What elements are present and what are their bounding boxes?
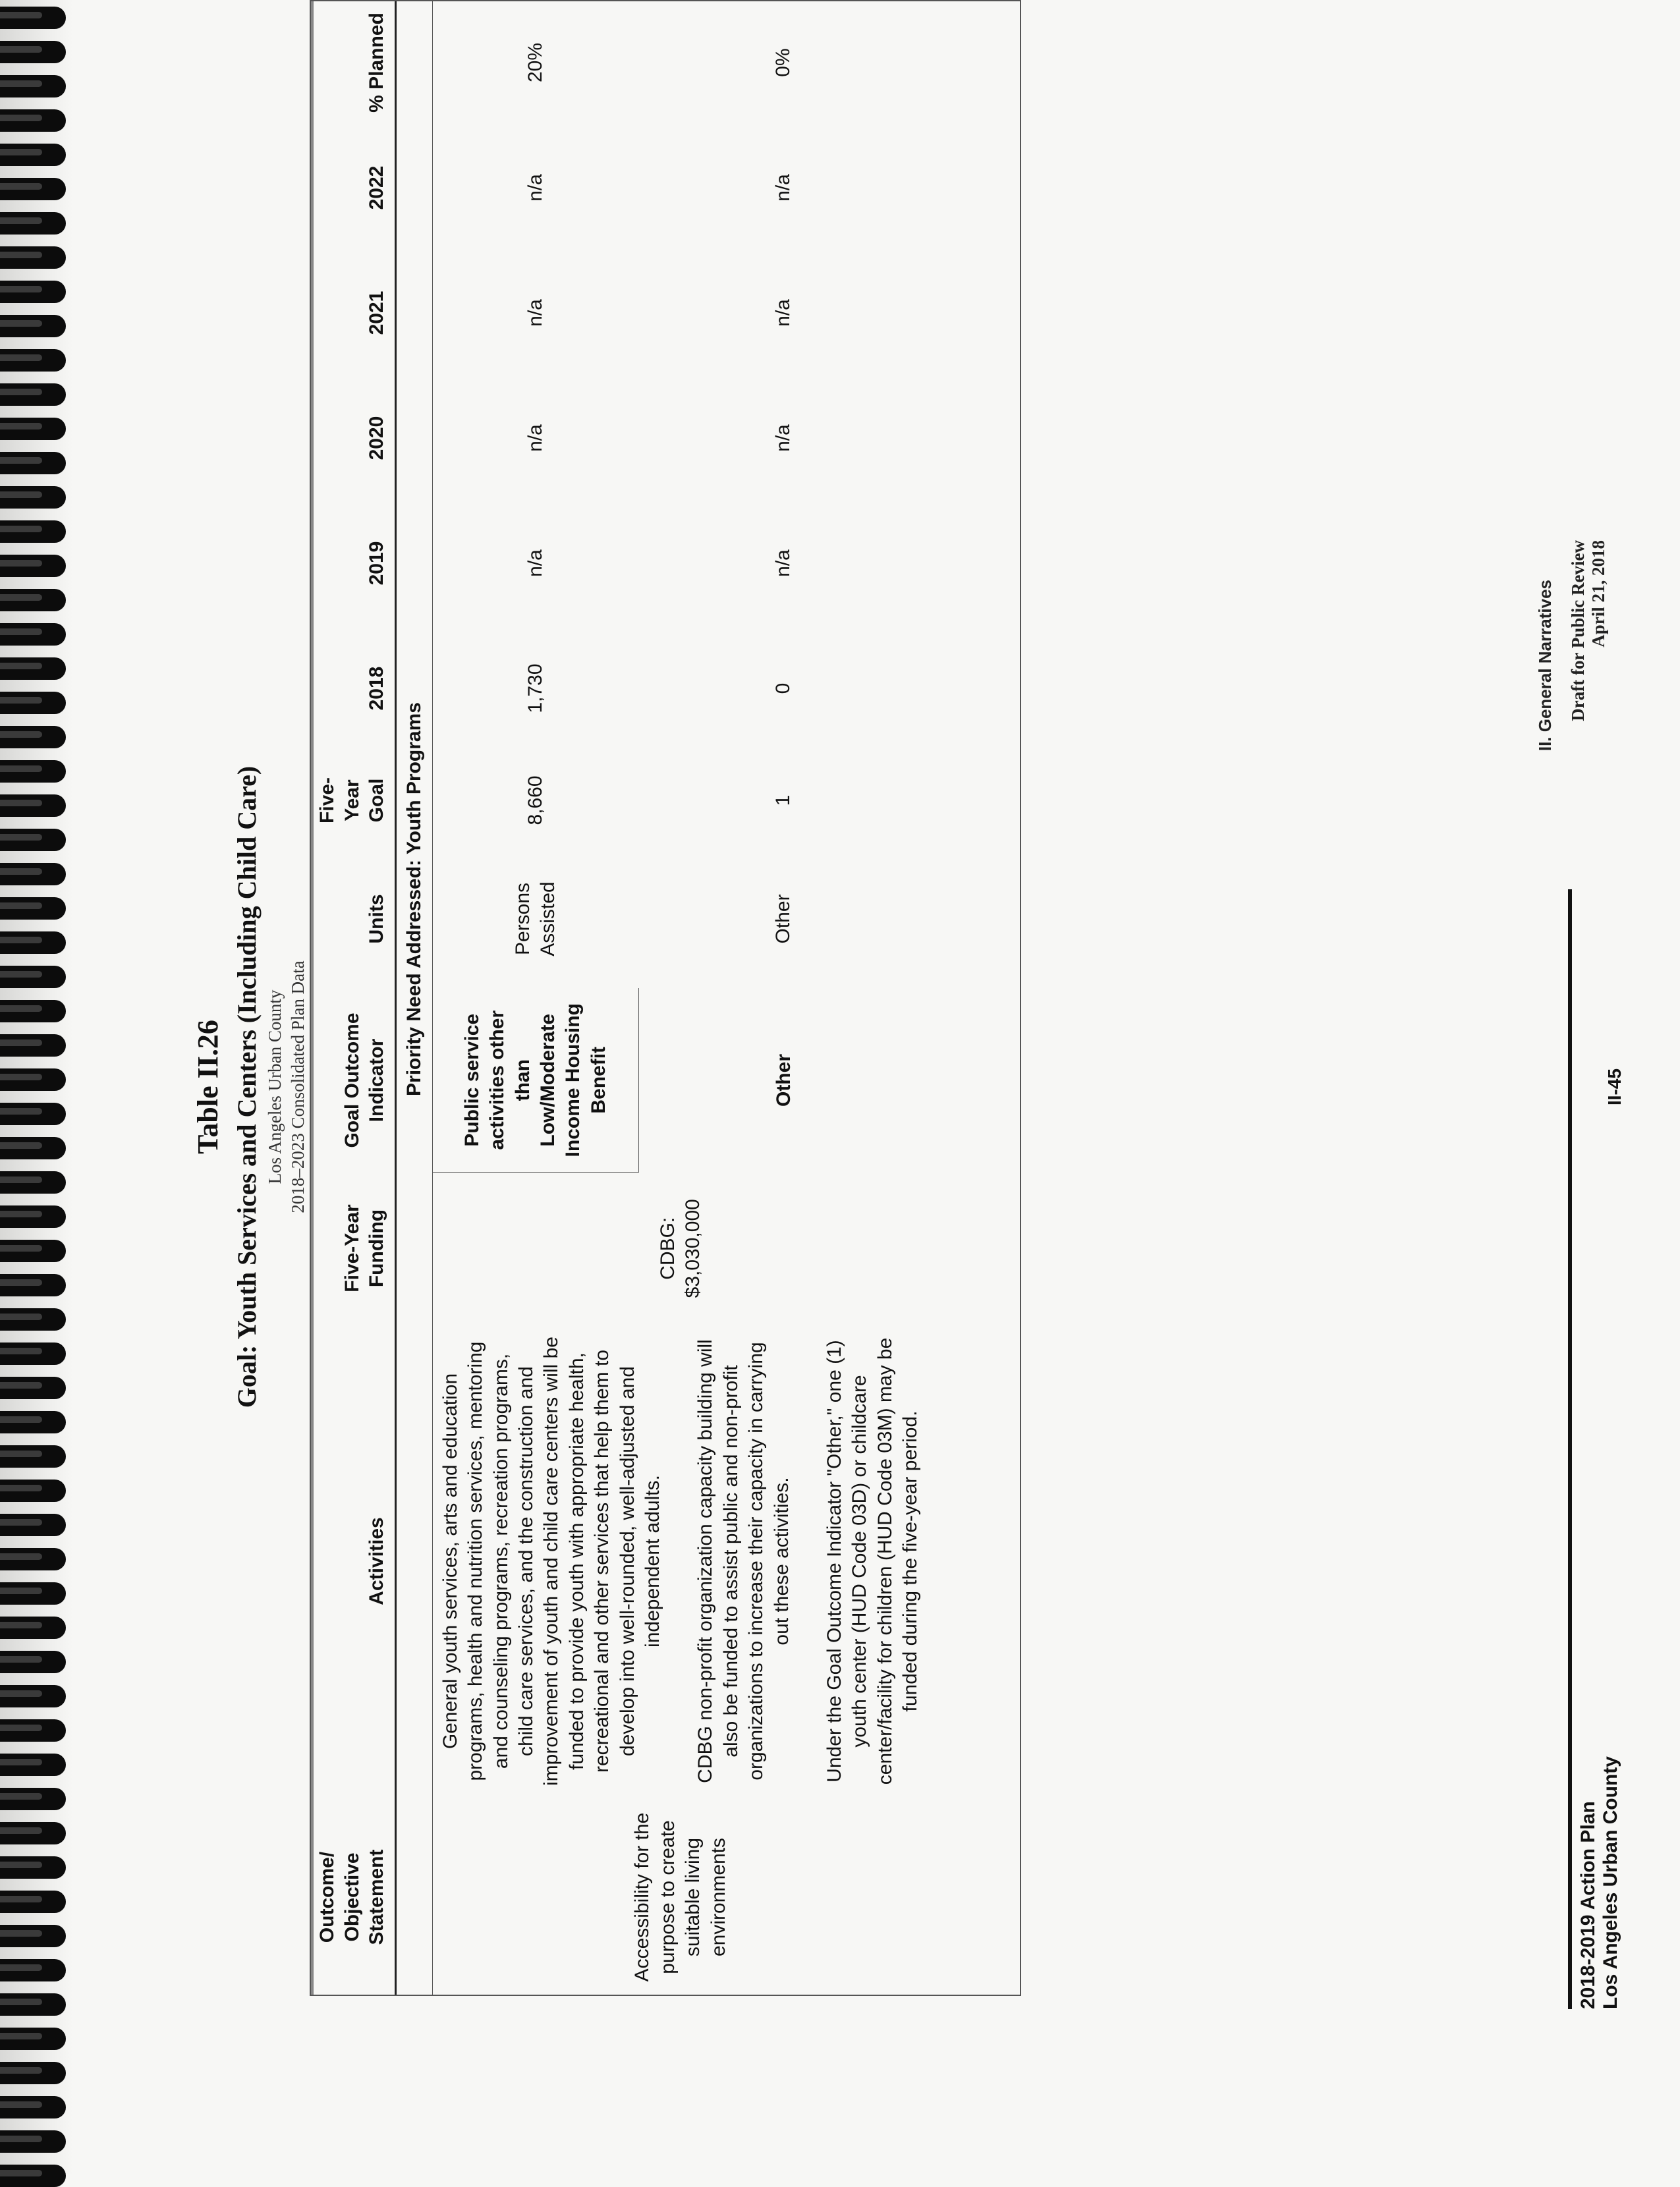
col-units: Units [310,850,395,988]
footer-draft: Draft for Public Review [1568,540,1588,721]
col-outcome: Outcome/ Objective Statement [310,1798,395,1996]
indicator-cell: Other [772,1054,795,1107]
year-2021-cell: n/a [772,299,795,327]
col-funding: Five-Year Funding [310,1173,395,1324]
table-header-row [310,0,395,1996]
funding-cell: CDBG: $3,030,000 [656,1199,704,1298]
units-cell: Other [772,894,795,944]
col-goal: Five-Year Goal [310,751,395,850]
page-number: II-45 [1604,1068,1625,1106]
planned-cell: 20% [524,42,547,83]
year-2022-cell: n/a [524,174,547,202]
year-2019-cell: n/a [524,549,547,577]
planned-cell: 0% [772,48,795,77]
footer-date: April 21, 2018 [1588,540,1608,648]
activity-paragraph: Under the Goal Outcome Indicator "Other," one (1) youth center (HUD Code 03D) or childcare center/facility for children (HUD Code 03M) may be funded during the five-year period. [823,1337,922,1785]
table-title: Goal: Youth Services and Centers (Including Child Care) [232,765,262,1408]
year-2021-cell: n/a [524,299,547,327]
table-row [432,0,638,1996]
col-2021: 2021 [310,250,395,375]
table-subtitle-county: Los Angeles Urban County [265,989,285,1184]
priority-need: Priority Need Addressed: Youth Programs [395,0,432,1798]
goal-cell: 1 [772,794,795,806]
indicator-cell: Public service activities other than Low/Moderate Income Housing Benefit [432,988,638,1173]
activity-paragraph: CDBG non-profit organization capacity building will also be funded to assist public and non-profit organizations to increase their capacity in carrying out these activities. [694,1339,793,1783]
year-2020-cell: n/a [524,424,547,452]
col-2020: 2020 [310,375,395,501]
running-header: II. General Narratives [1535,580,1555,752]
year-2022-cell: n/a [772,174,795,202]
table-subtitle-plan: 2018–2023 Consolidated Plan Data [288,960,308,1213]
goal-table [310,0,929,1996]
year-2018-cell: 1,730 [524,663,547,713]
footer-plan: 2018-2019 Action Plan [1577,1801,1599,2009]
col-activities: Activities [310,1324,395,1798]
outcome-statement: Accessibility for the purpose to create suitable living environments [631,1812,729,1982]
year-2019-cell: n/a [772,549,795,577]
units-cell: Persons Assisted [511,881,559,956]
year-2018-cell: 0 [772,682,795,694]
col-indicator: Goal Outcome Indicator [310,988,395,1173]
priority-row [395,0,432,1996]
footer-right [1568,540,1609,721]
activity-paragraph: General youth services, arts and education programs, health and nutrition services, mentoring and counseling programs, recreation programs, child care services, and the construction and improvement of youth and child care centers will be funded to provide youth with appropriate health, recreational and other services that help them to develop into well-rounded, well-adjusted and independent adults. [439,1337,664,1786]
activities-cell [432,1324,928,1798]
col-planned: % Planned [310,0,395,125]
table-title-block [191,0,308,2174]
col-2019: 2019 [310,501,395,626]
col-2022: 2022 [310,125,395,250]
table-number: Table II.26 [192,1020,224,1154]
year-2020-cell: n/a [772,424,795,452]
col-2018: 2018 [310,626,395,751]
goal-cell: 8,660 [524,775,547,825]
footer-county: Los Angeles Urban County [1600,1756,1621,2009]
